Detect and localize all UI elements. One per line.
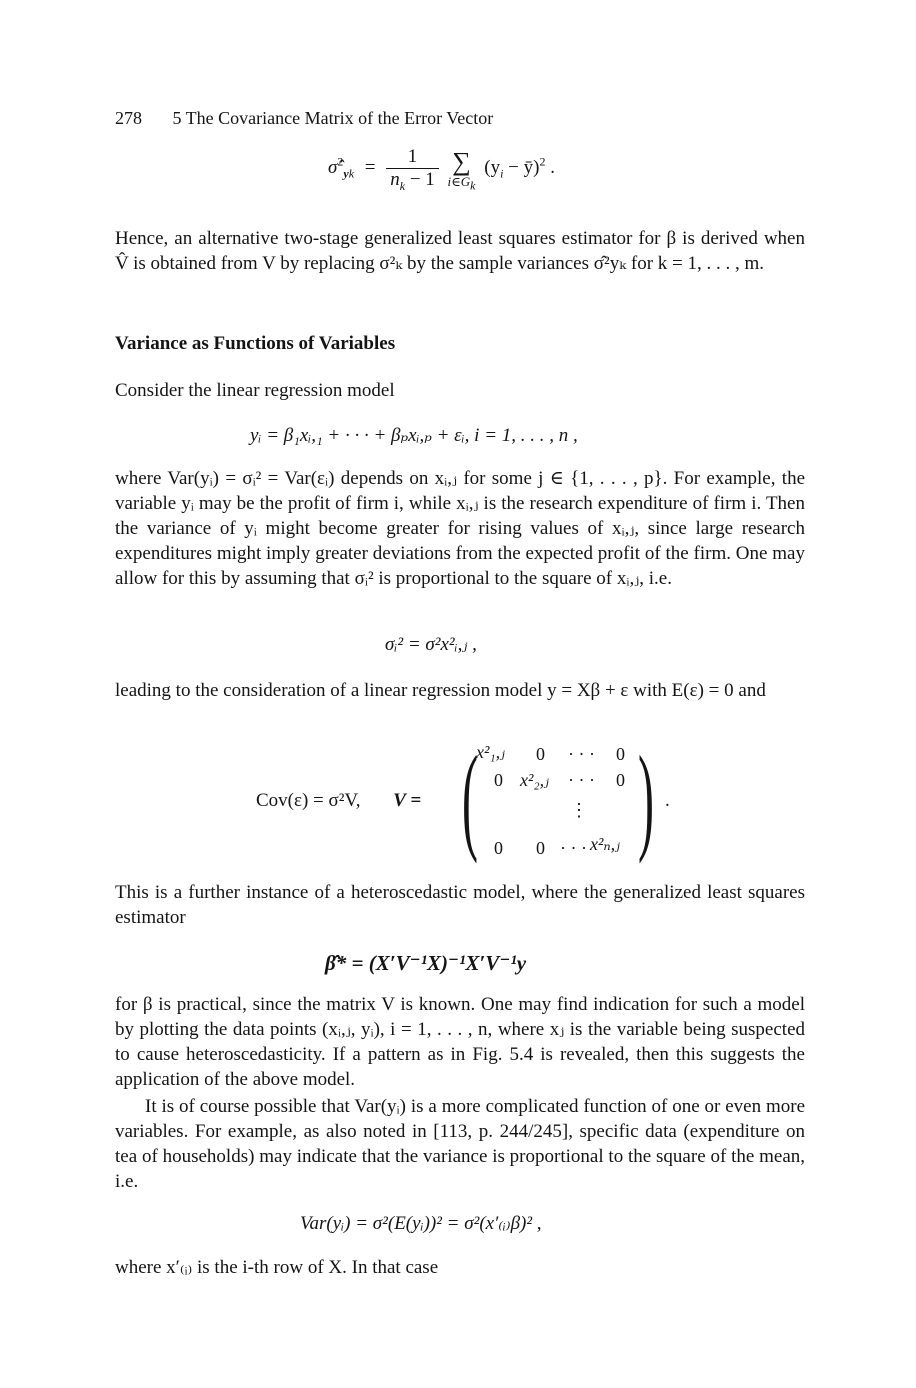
paragraph-practical: for β is practical, since the matrix V is known. One may find indication for such a model by plotting the data points (xᵢ,ⱼ, yᵢ), i = 1, . . . , n, where xⱼ is the variable being suspected to cause heteroscedasticity. If a pattern as in Fig. 5.4 is revealed, then this suggests the application of the above model. [115, 994, 805, 1090]
matrix-v: ( x²₁,ⱼ 0 · · · 0 0 x²₂,ⱼ · · · 0 ⋮ 0 0 · · · x²ₙ,ⱼ ) [461, 731, 655, 864]
equation-proportional-variance: σᵢ² = σ²x²ᵢ,ⱼ , [385, 634, 477, 655]
equation-covariance: Cov(ε) = σ²V, V = [256, 790, 422, 811]
equation-variance-mean: Var(yᵢ) = σ²(E(yᵢ))² = σ²(x′₍ᵢ₎β)² , [300, 1213, 542, 1234]
page-number: 278 [115, 108, 142, 128]
section-heading: Variance as Functions of Variables [115, 333, 396, 354]
equation-sample-variance: σ̂$^2_{yk}$ = $\frac{1}{n_k - 1}$ ∑ $i\in G_k$ ($y_i$ − ȳ)$^2$ . [328, 146, 555, 193]
paragraph-consider-model: Consider the linear regression model [115, 380, 395, 401]
page-header [115, 108, 493, 129]
paragraph-variance-depends: where Var(yᵢ) = σᵢ² = Var(εᵢ) depends on xᵢ,ⱼ for some j ∈ {1, . . . , p}. For example, the variable yᵢ may be the profit of firm i, while xᵢ,ⱼ is the research expenditure of firm i. Then the variance of yᵢ might become greater for rising values of xᵢ,ⱼ, since large research expenditures might imply greater deviations from the expected profit of the firm. One may allow for this by assuming that σᵢ² is proportional to the square of xᵢ,ⱼ, i.e. [115, 468, 805, 589]
paragraph-where-row: where x′₍ᵢ₎ is the i-th row of X. In that case [115, 1257, 439, 1278]
equation-regression-model: yᵢ = β₁xᵢ,₁ + · · · + βₚxᵢ,ₚ + εᵢ, i = 1, . . . , n , [250, 425, 578, 446]
paragraph-heteroscedastic: This is a further instance of a heteroscedastic model, where the generalized least squares estimator [115, 882, 805, 928]
running-title: 5 The Covariance Matrix of the Error Vector [172, 108, 494, 128]
right-paren: ) [638, 731, 655, 864]
equation-gls-estimator: β̂* = (X′V⁻¹X)⁻¹X′V⁻¹y [325, 951, 527, 975]
paragraph-leading-to: leading to the consideration of a linear regression model y = Xβ + ε with E(ε) = 0 and [115, 680, 766, 701]
equation-period: . [665, 790, 670, 811]
paragraph-more-complicated: It is of course possible that Var(yᵢ) is a more complicated function of one or even more variables. For example, as also noted in [113, p. 244/245], specific data (expenditure on tea of households) may indicate that the variance is proportional to the square of the mean, i.e. [115, 1096, 805, 1192]
left-paren: ( [461, 731, 478, 864]
paragraph-two-stage: Hence, an alternative two-stage generalized least squares estimator for β is derived when V̂ is obtained from V by replacing σ²ₖ by the sample variances σ̂²yₖ for k = 1, . . . , m. [115, 228, 805, 274]
